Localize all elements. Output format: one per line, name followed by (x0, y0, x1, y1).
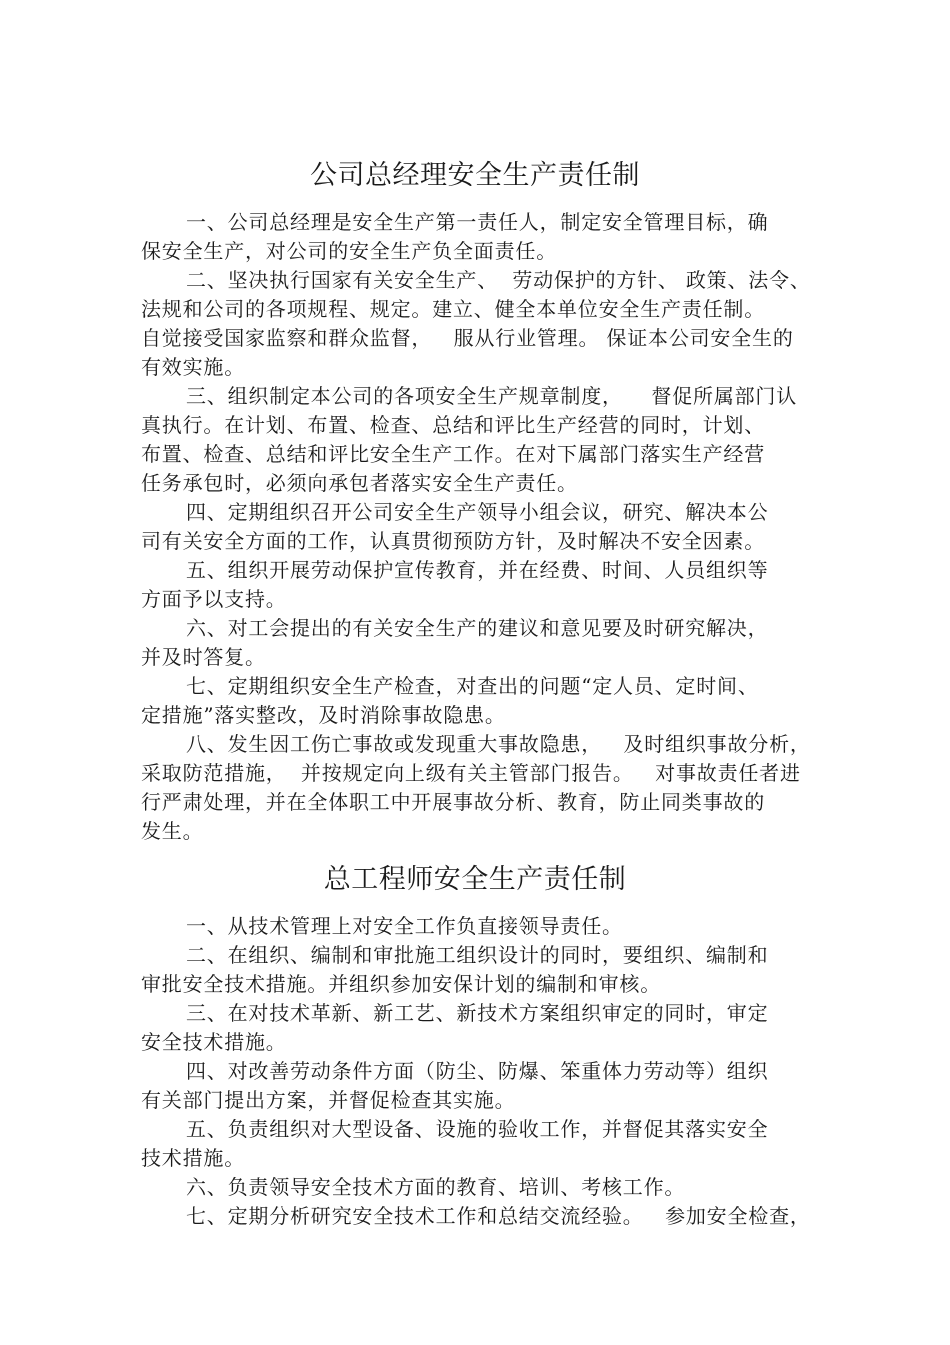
paragraph-line: 二、坚决执行国家有关安全生产、 劳动保护的方针、 政策、法令、 (186, 268, 811, 292)
paragraph-line: 真执行。在计划、布置、检查、总结和评比生产经营的同时，计划、 (141, 413, 765, 437)
paragraph-line: 八、发生因工伤亡事故或发现重大事故隐患， 及时组织事故分析， (186, 732, 811, 756)
section-title-general-manager: 公司总经理安全生产责任制 (310, 160, 640, 191)
paragraph-line: 审批安全技术措施。并组织参加安保计划的编制和审核。 (141, 972, 661, 996)
paragraph-line: 定措施”落实整改，及时消除事故隐患。 (141, 703, 506, 727)
section-title-chief-engineer: 总工程师安全生产责任制 (323, 864, 627, 895)
paragraph-line: 保安全生产，对公司的安全生产负全面责任。 (141, 239, 557, 263)
paragraph-line: 方面予以支持。 (141, 587, 287, 611)
paragraph-line: 布置、检查、总结和评比安全生产工作。在对下属部门落实生产经营 (141, 442, 765, 466)
paragraph-line: 法规和公司的各项规程、规定。建立、健全本单位安全生产责任制。 (141, 297, 765, 321)
paragraph-line: 一、公司总经理是安全生产第一责任人，制定安全管理目标，确 (186, 210, 769, 234)
paragraph-line: 自觉接受国家监察和群众监督， 服从行业管理。 保证本公司安全生的 (141, 326, 794, 350)
paragraph-line: 技术措施。 (141, 1146, 245, 1170)
paragraph-line: 六、负责领导安全技术方面的教育、培训、考核工作。 (186, 1175, 686, 1199)
paragraph-line: 一、从技术管理上对安全工作负直接领导责任。 (186, 914, 623, 938)
paragraph-line: 三、组织制定本公司的各项安全生产规章制度， 督促所属部门认 (186, 384, 798, 408)
paragraph-line: 六、对工会提出的有关安全生产的建议和意见要及时研究解决， (186, 616, 769, 640)
paragraph-line: 四、对改善劳动条件方面（防尘、防爆、笨重体力劳动等）组织 (186, 1059, 769, 1083)
paragraph-line: 发生。 (141, 819, 204, 843)
paragraph-line: 任务承包时，必须向承包者落实安全生产责任。 (141, 471, 578, 495)
paragraph-line: 采取防范措施， 并按规定向上级有关主管部门报告。 对事故责任者进 (141, 761, 801, 785)
paragraph-line: 有关部门提出方案，并督促检查其实施。 (141, 1088, 516, 1112)
paragraph-line: 三、在对技术革新、新工艺、新技术方案组织审定的同时，审定 (186, 1001, 769, 1025)
paragraph-line: 七、定期组织安全生产检查，对查出的问题“定人员、定时间、 (186, 674, 759, 698)
paragraph-line: 安全技术措施。 (141, 1030, 287, 1054)
paragraph-line: 并及时答复。 (141, 645, 266, 669)
paragraph-line: 有效实施。 (141, 355, 245, 379)
paragraph-line: 四、定期组织召开公司安全生产领导小组会议，研究、解决本公 (186, 500, 769, 524)
paragraph-line: 五、负责组织对大型设备、设施的验收工作，并督促其落实安全 (186, 1117, 769, 1141)
paragraph-line: 七、定期分析研究安全技术工作和总结交流经验。 参加安全检查， (186, 1204, 811, 1228)
paragraph-line: 五、组织开展劳动保护宣传教育，并在经费、时间、人员组织等 (186, 558, 769, 582)
paragraph-line: 行严肃处理，并在全体职工中开展事故分析、教育，防止同类事故的 (141, 790, 765, 814)
paragraph-line: 司有关安全方面的工作，认真贯彻预防方针，及时解决不安全因素。 (141, 529, 765, 553)
paragraph-line: 二、在组织、编制和审批施工组织设计的同时，要组织、编制和 (186, 943, 769, 967)
